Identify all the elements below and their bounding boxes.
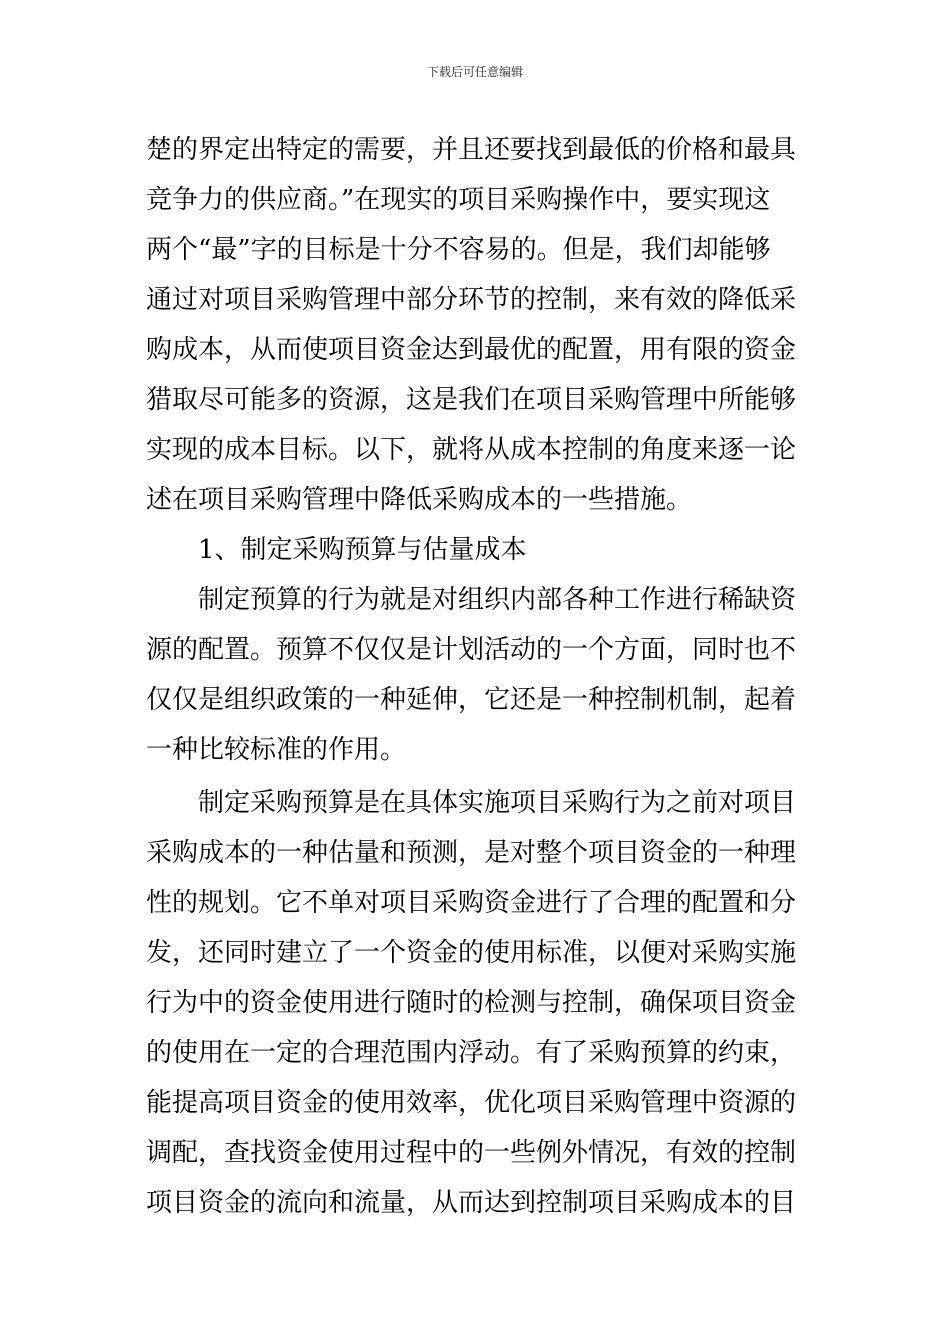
paragraph-3 (146, 778, 808, 1228)
text-line: 的使用在一定的合理范围内浮动。有了采购预算的约束， (146, 1038, 797, 1068)
section-heading: 1、制定采购预算与估量成本 (198, 535, 527, 565)
text-line: 竞争力的供应商。”在现实的项目采购操作中，要实现这 (146, 185, 771, 215)
text-line: 制定采购预算是在具体实施项目采购行为之前对项目 (198, 788, 797, 818)
text-line: 制定预算的行为就是对组织内部各种工作进行稀缺资 (198, 585, 797, 615)
text-line: 猎取尽可能多的资源，这是我们在项目采购管理中所能够 (146, 385, 797, 415)
text-line: 一种比较标准的作用。 (146, 735, 407, 765)
text-line: 楚的界定出特定的需要，并且还要找到最低的价格和最具 (146, 135, 797, 165)
text-line: 实现的成本目标。以下，就将从成本控制的角度来逐一论 (146, 435, 797, 465)
text-line: 性的规划。它不单对项目采购资金进行了合理的配置和分 (146, 888, 797, 918)
paragraph-1 (146, 125, 808, 525)
text-line: 调配，查找资金使用过程中的一些例外情况，有效的控制 (146, 1138, 797, 1168)
text-line: 源的配置。预算不仅仅是计划活动的一个方面，同时也不 (146, 635, 797, 665)
text-line: 述在项目采购管理中降低采购成本的一些措施。 (146, 485, 693, 515)
text-line: 行为中的资金使用进行随时的检测与控制，确保项目资金 (146, 988, 797, 1018)
text-line: 发，还同时建立了一个资金的使用标准，以便对采购实施 (146, 938, 797, 968)
text-line: 采购成本的一种估量和预测，是对整个项目资金的一种理 (146, 838, 797, 868)
text-line: 购成本，从而使项目资金达到最优的配置，用有限的资金 (146, 335, 797, 365)
text-line: 两个“最”字的目标是十分不容易的。但是，我们却能够 (146, 235, 771, 265)
text-line: 通过对项目采购管理中部分环节的控制，来有效的降低采 (146, 285, 797, 315)
text-line: 仅仅是组织政策的一种延伸，它还是一种控制机制，起着 (146, 685, 797, 715)
page-header: 下载后可任意编辑 (426, 65, 523, 79)
document-body (146, 125, 808, 1228)
paragraph-2 (146, 575, 808, 775)
text-line: 项目资金的流向和流量，从而达到控制项目采购成本的目 (146, 1188, 797, 1218)
text-line: 能提高项目资金的使用效率，优化项目采购管理中资源的 (146, 1088, 797, 1118)
